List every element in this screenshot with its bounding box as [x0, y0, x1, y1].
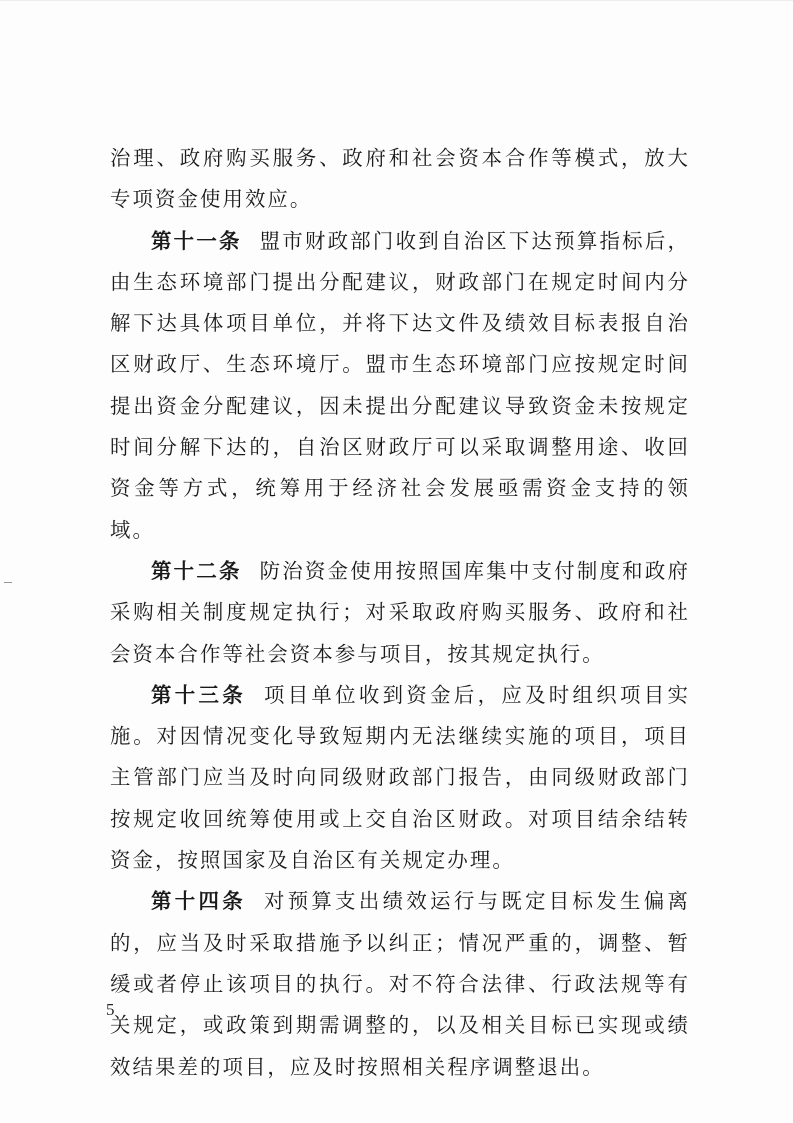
article-heading: 第十三条: [151, 682, 246, 707]
paragraph-text: 盟市财政部门收到自治区下达预算指标后，由生态环境部门提出分配建议，财政部门在规定时间内分解下达具体项目单位，并将下达文件及绩效目标表报自治区财政厅、生态环境厅。盟市生态环境部门应按规定时间提出资金分配建议，因未提出分配建议导致资金未按规定时间分解下达的，自治区财政厅可以采取调整用途、收回资金等方式，统筹用于经济社会发展亟需资金支持的领域。: [110, 228, 690, 542]
paragraph-text: 防治资金使用按照国库集中支付制度和政府采购相关制度规定执行；对采取政府购买服务、政府和社会资本合作等社会资本参与项目，按其规定执行。: [110, 558, 690, 666]
article-heading: 第十一条: [151, 228, 242, 253]
paragraph-text: 项目单位收到资金后，应及时组织项目实施。对因情况变化导致短期内无法继续实施的项目，项目主管部门应当及时向同级财政部门报告，由同级财政部门按规定收回统筹使用或上交自治区财政。对项目结余结转资金，按照国家及自治区有关规定办理。: [110, 682, 690, 873]
scan-edge-line: [0, 0, 793, 1]
article-heading: 第十四条: [151, 889, 246, 914]
paragraph-text: 对预算支出绩效运行与既定目标发生偏离的，应当及时采取措施予以纠正；情况严重的，调整、暂缓或者停止该项目的执行。对不符合法律、行政法规等有关规定，或政策到期需调整的，以及相关目标已实现或绩效结果差的项目，应及时按照相关程序调整退出。: [110, 889, 690, 1079]
article-13-paragraph: [110, 675, 690, 881]
page-number: 5: [106, 1000, 115, 1019]
scan-mark: [4, 582, 12, 583]
article-11-paragraph: [110, 221, 690, 551]
article-14-paragraph: [110, 881, 690, 1087]
article-12-paragraph: [110, 551, 690, 675]
paragraph-continuation: [110, 138, 690, 221]
paragraph-text: 治理、政府购买服务、政府和社会资本合作等模式，放大专项资金使用效应。: [110, 146, 690, 212]
article-heading: 第十二条: [151, 558, 242, 583]
body-text: [110, 138, 690, 1088]
